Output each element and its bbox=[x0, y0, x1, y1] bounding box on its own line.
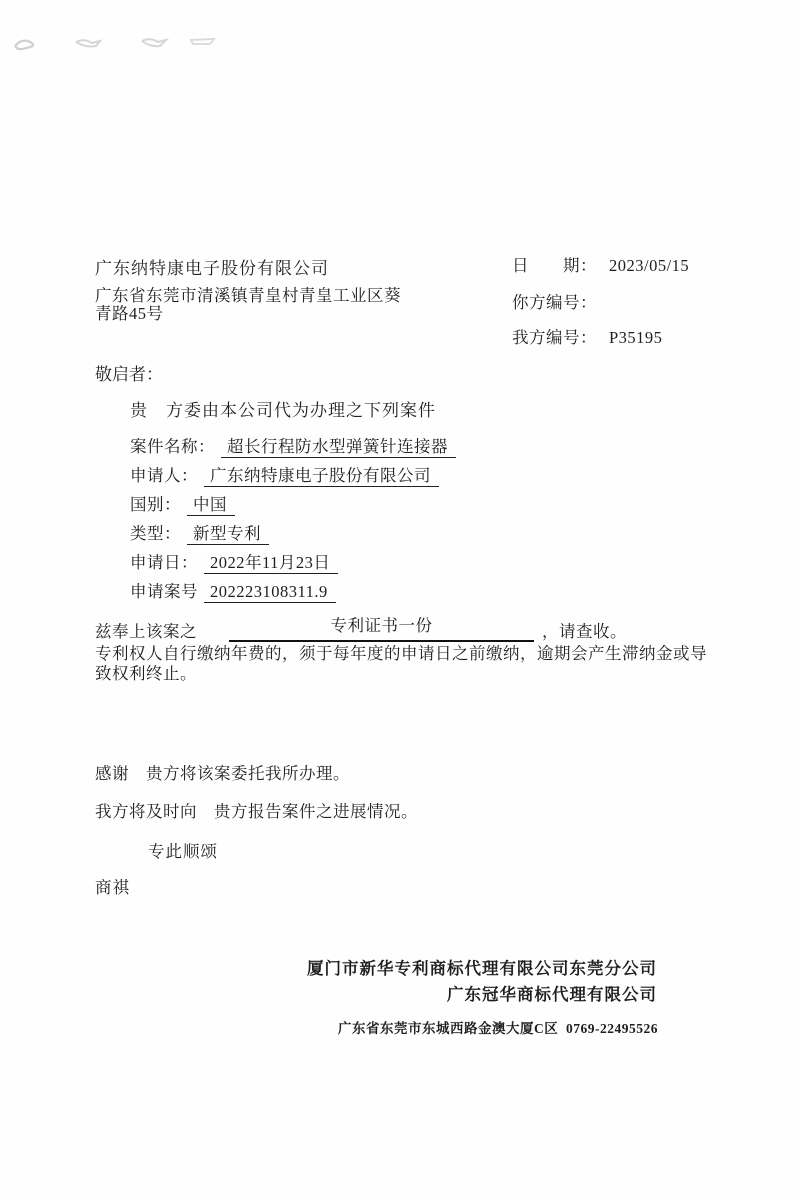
type-value: 新型专利 bbox=[187, 524, 269, 545]
agency-name-line1: 厦门市新华专利商标代理有限公司东莞分公司 bbox=[307, 959, 657, 978]
our-ref-label: 我方编号： bbox=[512, 328, 597, 347]
meta-your-ref-row bbox=[512, 289, 609, 313]
recipient-address bbox=[95, 287, 401, 322]
agency-name-line2: 广东冠华商标代理有限公司 bbox=[447, 985, 657, 1004]
our-ref-value: P35195 bbox=[609, 328, 663, 347]
applicant-label: 申请人： bbox=[130, 466, 198, 485]
field-row-case-name bbox=[130, 437, 456, 456]
recipient-address-line2: 青路45号 bbox=[95, 303, 164, 323]
case-name-label: 案件名称： bbox=[130, 437, 215, 456]
agency-address-phone: 广东省东莞市东城西路金澳大厦C区 0769-22495526 bbox=[338, 1021, 658, 1036]
filing-date-value: 2022年11月23日 bbox=[204, 553, 338, 574]
meta-our-ref-row bbox=[512, 324, 662, 348]
applicant-value: 广东纳特康电子股份有限公司 bbox=[204, 466, 439, 487]
field-row-filing-date bbox=[130, 553, 456, 572]
annual-fee-notice: 专利权人自行缴纳年费的，须于每年度的申请日之前缴纳，逾期会产生滞纳金或导致权利终止。 bbox=[95, 644, 707, 683]
country-label: 国别： bbox=[130, 495, 181, 514]
closing-regards: 商祺 bbox=[95, 878, 130, 897]
closing-phrase: 专此顺颂 bbox=[148, 842, 218, 861]
type-label: 类型： bbox=[130, 524, 181, 543]
meta-date-row bbox=[512, 252, 689, 276]
field-row-application-number bbox=[130, 582, 456, 601]
intro-sentence: 贵 方委由本公司代为办理之下列案件 bbox=[130, 401, 436, 420]
your-ref-label: 你方编号： bbox=[512, 293, 597, 312]
field-row-applicant bbox=[130, 466, 456, 485]
field-row-country bbox=[130, 495, 456, 514]
filing-date-label: 申请日： bbox=[130, 553, 198, 572]
application-number-label: 申请案号 bbox=[130, 582, 198, 601]
enclosure-item: 专利证书一份 bbox=[229, 612, 534, 642]
application-number-value: 202223108311.9 bbox=[204, 582, 336, 603]
enclosure-line bbox=[95, 612, 627, 642]
salutation: 敬启者： bbox=[95, 365, 163, 384]
scan-artifact-marks bbox=[10, 30, 225, 56]
field-row-type bbox=[130, 524, 456, 543]
country-value: 中国 bbox=[187, 495, 235, 516]
recipient-address-line1: 广东省东莞市清溪镇青皇村青皇工业区葵 bbox=[95, 286, 401, 305]
enclosure-prefix: 兹奉上该案之 bbox=[95, 622, 197, 641]
case-name-value: 超长行程防水型弹簧针连接器 bbox=[221, 437, 456, 458]
date-value: 2023/05/15 bbox=[609, 256, 690, 275]
report-sentence: 我方将及时向 贵方报告案件之进展情况。 bbox=[95, 802, 418, 821]
thanks-sentence: 感谢 贵方将该案委托我所办理。 bbox=[95, 764, 350, 783]
enclosure-suffix: ，请查收。 bbox=[542, 622, 627, 641]
recipient-company-name: 广东纳特康电子股份有限公司 bbox=[95, 259, 329, 278]
date-label: 日 期： bbox=[512, 256, 597, 275]
case-fields bbox=[130, 437, 456, 611]
signature-block bbox=[307, 956, 657, 1008]
